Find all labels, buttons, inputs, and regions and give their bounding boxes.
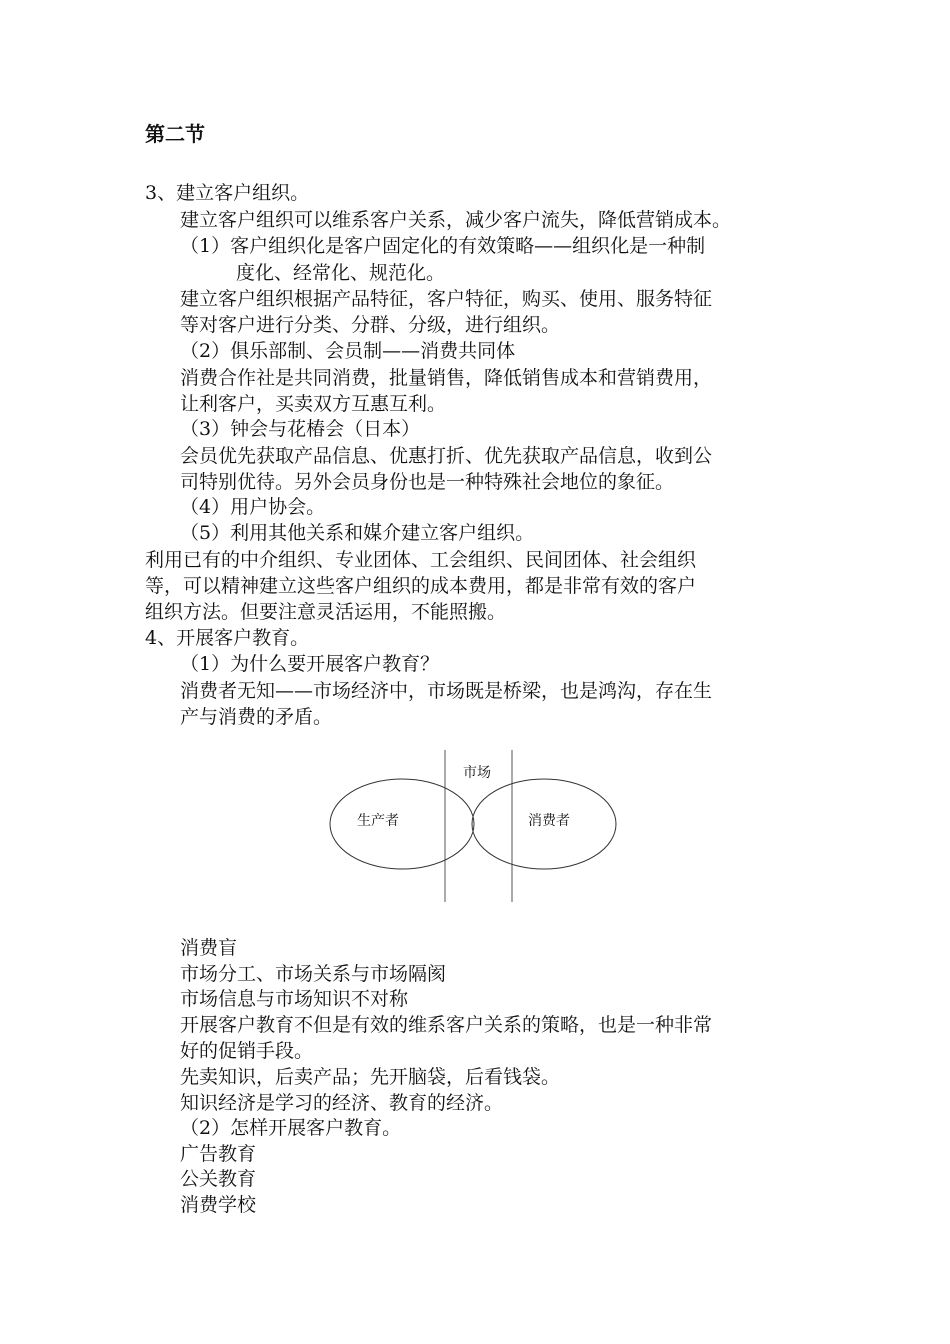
text-line: 建立客户组织根据产品特征，客户特征，购买、使用、服务特征 (180, 288, 713, 310)
consumer-label: 消费者 (528, 813, 570, 829)
text-line: 3、建立客户组织。 (145, 182, 310, 204)
text-line: 好的促销手段。 (180, 1040, 314, 1062)
text-line: 市场分工、市场关系与市场隔阂 (180, 963, 447, 985)
text-line: 广告教育 (180, 1143, 257, 1165)
text-line: 消费盲 (180, 937, 238, 959)
text-line: 利用已有的中介组织、专业团体、工会组织、民间团体、社会组织 (145, 549, 697, 571)
text-line: （1）为什么要开展客户教育？ (180, 653, 440, 675)
text-line: （2）怎样开展客户教育。 (180, 1117, 402, 1139)
market-diagram (320, 750, 630, 910)
text-line: 让利客户，买卖双方互惠互利。 (180, 393, 447, 415)
producer-ellipse (330, 779, 474, 869)
text-line: 4、开展客户教育。 (145, 627, 310, 649)
text-line: （5）利用其他关系和媒介建立客户组织。 (180, 522, 535, 544)
text-line: 公关教育 (180, 1168, 257, 1190)
text-line: 司特别优待。另外会员身份也是一种特殊社会地位的象征。 (180, 471, 675, 493)
section-heading: 第二节 (145, 122, 205, 146)
text-line: （2）俱乐部制、会员制——消费共同体 (180, 340, 516, 362)
text-line: 产与消费的矛盾。 (180, 706, 333, 728)
text-line: 建立客户组织可以维系客户关系，减少客户流失，降低营销成本。 (180, 209, 732, 231)
text-line: 组织方法。但要注意灵活运用，不能照搬。 (145, 601, 507, 623)
text-line: 知识经济是学习的经济、教育的经济。 (180, 1092, 504, 1114)
text-line: 消费合作社是共同消费，批量销售，降低销售成本和营销费用， (180, 367, 713, 389)
producer-label: 生产者 (357, 813, 399, 829)
text-line: 等对客户进行分类、分群、分级，进行组织。 (180, 314, 561, 336)
text-line: 先卖知识，后卖产品；先开脑袋，后看钱袋。 (180, 1066, 561, 1088)
text-line: 消费学校 (180, 1194, 257, 1216)
market-label: 市场 (463, 765, 491, 781)
text-line: 市场信息与市场知识不对称 (180, 988, 409, 1010)
text-line: 开展客户教育不但是有效的维系客户关系的策略，也是一种非常 (180, 1014, 713, 1036)
text-line: 消费者无知——市场经济中，市场既是桥梁，也是鸿沟，存在生 (180, 680, 713, 702)
text-line: （3）钟会与花椿会（日本） (180, 418, 421, 440)
text-line: （4）用户协会。 (180, 496, 326, 518)
text-line: （1）客户组织化是客户固定化的有效策略——组织化是一种制 (180, 235, 706, 257)
text-line: 等，可以精神建立这些客户组织的成本费用，都是非常有效的客户 (145, 575, 697, 597)
text-line: 度化、经常化、规范化。 (236, 262, 446, 284)
text-line: 会员优先获取产品信息、优惠打折、优先获取产品信息，收到公 (180, 445, 713, 467)
